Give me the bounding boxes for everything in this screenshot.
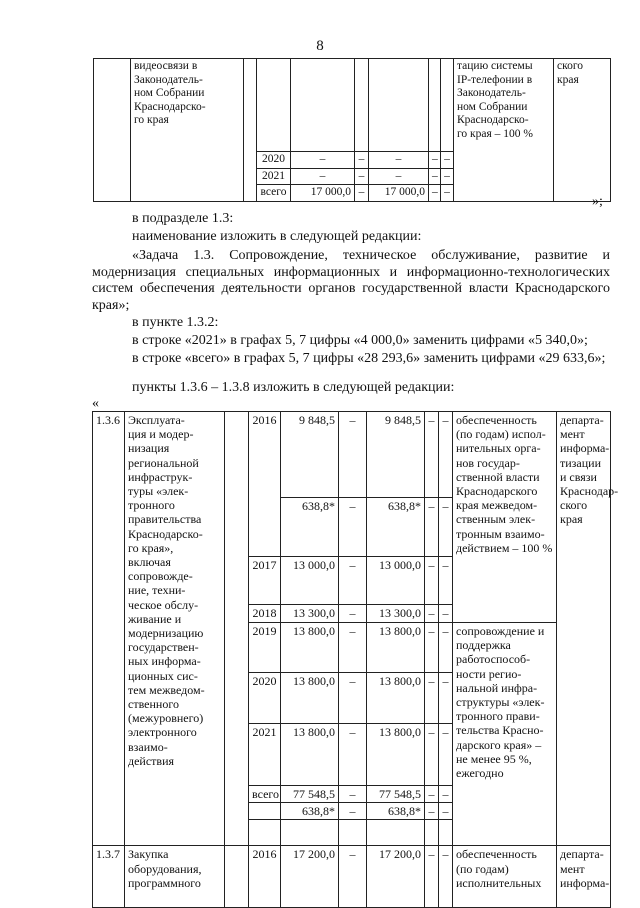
text-line: тацию системы [457, 60, 533, 72]
value-cell: 77 548,5 [281, 786, 339, 803]
empty-cell [367, 820, 425, 846]
closing-quote: »; [592, 194, 603, 209]
value-cell: – [369, 152, 429, 169]
value-cell [369, 59, 429, 152]
value-cell [355, 59, 369, 152]
value-cell: – [339, 623, 367, 673]
item-number: 1.3.6 [93, 412, 125, 846]
value-cell: 13 800,0 [367, 724, 425, 786]
year-cell: 2018 [249, 605, 281, 623]
text-line: IP-телефонии в [457, 73, 533, 86]
value-cell: 9 848,5 [367, 412, 425, 498]
text-line: ном Собрании [457, 100, 528, 113]
value-cell: – [425, 673, 439, 724]
indicator-cell: обеспеченность (по годам) исполнительных [453, 846, 557, 908]
opening-quote: « [92, 396, 99, 411]
value-cell: – [425, 623, 439, 673]
year-cell [257, 59, 291, 152]
value-cell: – [425, 786, 439, 803]
value-cell: – [425, 412, 439, 498]
value-cell: – [425, 724, 439, 786]
text-line: Законодатель- [134, 73, 203, 86]
executor-cell: ского края [554, 59, 611, 152]
value-cell: – [339, 724, 367, 786]
value-cell: 13 300,0 [281, 605, 339, 623]
text-line: видеосвязи в [134, 60, 198, 72]
value-cell: – [429, 152, 441, 169]
value-cell: 13 800,0 [281, 724, 339, 786]
empty-cell [281, 820, 339, 846]
value-cell: – [355, 168, 369, 185]
value-cell: 13 800,0 [281, 673, 339, 724]
value-cell: – [339, 557, 367, 605]
value-cell: – [439, 803, 453, 820]
value-cell: – [439, 623, 453, 673]
value-cell: – [439, 673, 453, 724]
year-cell: всего [257, 185, 291, 202]
text-line: Законодатель- [457, 87, 526, 99]
executor-cell: департа- мент информа- тизации и связи Краснодар- ского края [557, 412, 611, 846]
year-cell: 2017 [249, 557, 281, 605]
value-cell: – [439, 846, 453, 908]
paragraph: в строке «2021» в графах 5, 7 цифры «4 000,0» заменить цифрами «5 340,0»; [132, 333, 588, 348]
value-cell: – [425, 557, 439, 605]
value-cell: 17 000,0 [291, 185, 355, 202]
value-cell: – [425, 846, 439, 908]
empty-cell [249, 820, 281, 846]
value-cell: – [369, 168, 429, 185]
value-cell: – [439, 786, 453, 803]
table-continued [93, 58, 611, 202]
value-cell: – [355, 152, 369, 169]
text-line: го края – 100 % [457, 127, 533, 140]
value-cell: 638,8* [281, 498, 339, 557]
value-cell: – [355, 185, 369, 202]
empty-cell [225, 412, 249, 846]
value-cell: – [425, 498, 439, 557]
text-line: Краснодарско- [134, 100, 206, 113]
value-cell: – [439, 724, 453, 786]
number-cell [94, 59, 131, 152]
value-cell: – [339, 673, 367, 724]
empty-cell [439, 820, 453, 846]
empty-cell [425, 820, 439, 846]
year-cell: 2016 [249, 412, 281, 557]
value-cell: – [339, 412, 367, 498]
value-cell: 13 800,0 [281, 623, 339, 673]
table-program [92, 411, 619, 908]
value-cell: – [291, 168, 355, 185]
item-name: Закупка оборудования, программного [125, 846, 225, 908]
value-cell: – [441, 168, 454, 185]
text-line: го края [134, 114, 169, 126]
value-cell: – [441, 185, 454, 202]
indicator-cell: обеспеченность (по годам) испол- нительных орга- нов государ- ственной власти Краснодарского края межведом- ственным элек- тронным взаимо- действием – 100 % [453, 412, 557, 623]
year-cell: 2020 [249, 673, 281, 724]
year-cell: 2021 [257, 168, 291, 185]
value-cell: – [439, 498, 453, 557]
empty-cell [339, 820, 367, 846]
value-cell: 17 200,0 [367, 846, 425, 908]
value-cell: 17 200,0 [281, 846, 339, 908]
value-cell: – [339, 846, 367, 908]
value-cell: – [291, 152, 355, 169]
page-number: 8 [316, 38, 324, 54]
value-cell: 638,8* [281, 803, 339, 820]
year-cell: всего [249, 786, 281, 803]
value-cell: – [339, 498, 367, 557]
value-cell: – [429, 168, 441, 185]
value-cell: – [439, 605, 453, 623]
value-cell: 13 000,0 [281, 557, 339, 605]
value-cell: – [339, 803, 367, 820]
paragraph: в пункте 1.3.2: [132, 315, 219, 330]
value-cell: 9 848,5 [281, 412, 339, 498]
value-cell [429, 59, 441, 152]
value-cell: – [339, 786, 367, 803]
value-cell: 13 300,0 [367, 605, 425, 623]
text-line: Краснодарско- [457, 114, 529, 126]
value-cell: 77 548,5 [367, 786, 425, 803]
paragraph: «Задача 1.3. Сопровождение, техническое обслуживание, развитие и модернизация специальных информационных и информационно-технологических систем обеспечения деятельности органов государственной власти Краснодарского края»; [92, 248, 610, 313]
paragraph: в подразделе 1.3: [132, 211, 234, 226]
value-cell [291, 59, 355, 152]
executor-cell: департа- мент информа- [557, 846, 611, 908]
paragraph: наименование изложить в следующей редакции: [132, 229, 422, 244]
year-cell: 2020 [257, 152, 291, 169]
item-name: Эксплуата- ция и модер- низация региональной инфраструк- туры «элек- тронного правительства Краснодарско- го края», включая сопровожде- ние, техни- ческое обслу- живание и модернизацию государствен- ных информа- ционных сис- тем межведом- ственного (межуровнего) электронного взаимо- действия [125, 412, 225, 846]
value-cell: – [441, 152, 454, 169]
value-cell: – [425, 605, 439, 623]
value-cell: 638,8* [367, 803, 425, 820]
value-cell [441, 59, 454, 152]
value-cell: 13 800,0 [367, 623, 425, 673]
indicator-cell: сопровождение и поддержка работоспособ- ности регио- нальной инфра- структуры «элек- тронного прави- тельства Красно- дарского края» – не менее 95 %, ежегодно [453, 623, 557, 846]
name-cell [131, 59, 244, 152]
year-cell [249, 803, 281, 820]
value-cell: – [439, 557, 453, 605]
indicator-cell [454, 59, 554, 152]
year-cell: 2021 [249, 724, 281, 786]
empty-cell [225, 846, 249, 908]
value-cell: 13 800,0 [367, 673, 425, 724]
value-cell: – [339, 605, 367, 623]
value-cell: 13 000,0 [367, 557, 425, 605]
year-cell: 2016 [249, 846, 281, 908]
paragraph: пункты 1.3.6 – 1.3.8 изложить в следующей редакции: [132, 380, 455, 395]
value-cell: 638,8* [367, 498, 425, 557]
value-cell: – [429, 185, 441, 202]
empty-cell [244, 59, 257, 152]
paragraph: в строке «всего» в графах 5, 7 цифры «28 293,6» заменить цифрами «29 633,6»; [132, 351, 606, 366]
item-number: 1.3.7 [93, 846, 125, 908]
value-cell: – [439, 412, 453, 498]
value-cell: – [425, 803, 439, 820]
value-cell: 17 000,0 [369, 185, 429, 202]
year-cell: 2019 [249, 623, 281, 673]
text-line: ном Собрании [134, 87, 205, 99]
